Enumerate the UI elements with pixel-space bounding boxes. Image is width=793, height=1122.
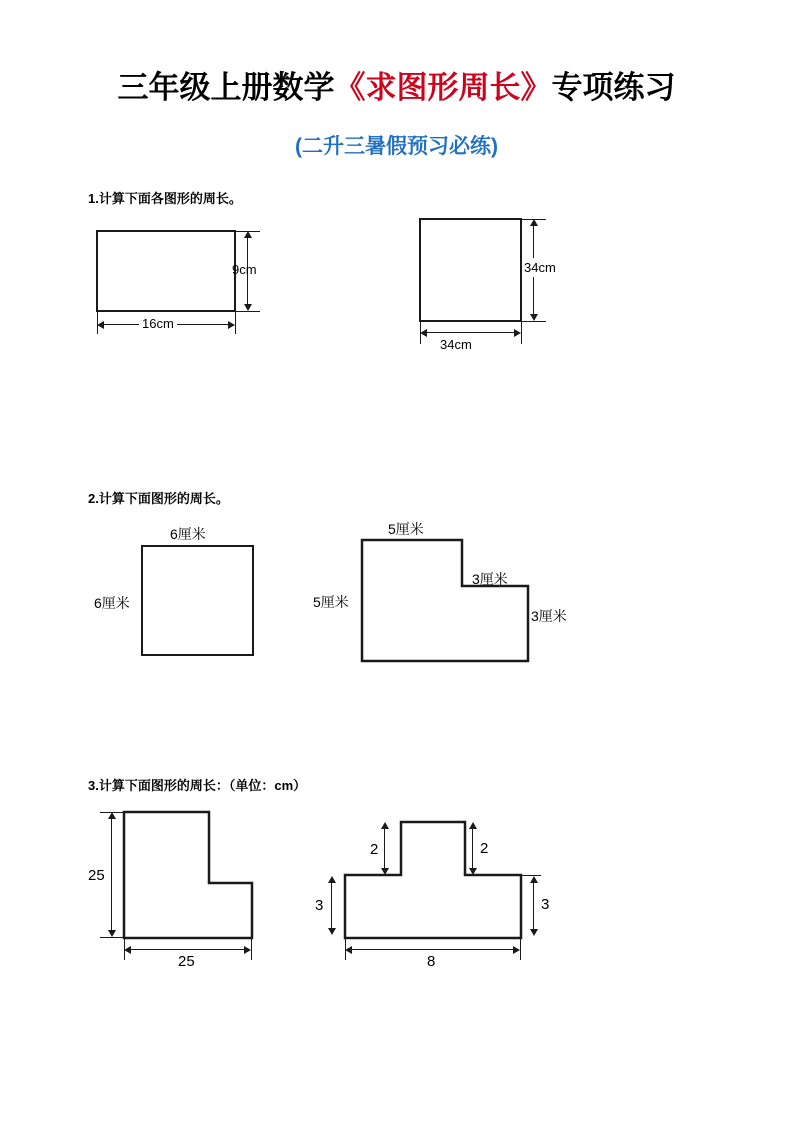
arrow-down-icon xyxy=(108,930,116,937)
dim-tick xyxy=(522,321,546,322)
arrow-right-icon xyxy=(514,329,521,337)
label-step-top-right: 3厘米 xyxy=(472,571,508,587)
label-t-shape-bottom: 8 xyxy=(424,953,438,970)
label-square-height: 34cm xyxy=(524,260,556,275)
question-3-prompt: 3.计算下面图形的周长：（单位：cm） xyxy=(88,778,307,793)
dim-line-vertical xyxy=(384,824,385,873)
dim-line-horizontal xyxy=(347,949,518,950)
question-2-prompt: 2.计算下面图形的周长。 xyxy=(88,491,229,506)
label-rectangle-height: 9cm xyxy=(232,262,257,277)
label-square-width: 34cm xyxy=(440,337,472,352)
dim-tick xyxy=(520,938,521,960)
dim-line-vertical xyxy=(111,814,112,935)
figure-t-shape xyxy=(343,820,523,940)
label-l-shape-bottom: 25 xyxy=(178,953,195,970)
dim-tick xyxy=(100,937,124,938)
figure-l-shape xyxy=(122,810,254,940)
dim-tick xyxy=(251,938,252,960)
page-subtitle: (二升三暑假预习必练) xyxy=(295,135,498,158)
dim-tick xyxy=(236,311,260,312)
page-title-highlight: 《求图形周长》 xyxy=(334,70,552,105)
arrow-down-icon xyxy=(469,868,477,875)
arrow-right-icon xyxy=(228,321,235,329)
label-rectangle-width: 16cm xyxy=(139,316,177,331)
label-square-cn-top: 6厘米 xyxy=(170,526,206,542)
arrow-up-icon xyxy=(108,812,116,819)
arrow-up-icon xyxy=(530,219,538,226)
arrow-right-icon xyxy=(244,946,251,954)
figure-rectangle xyxy=(96,230,236,312)
dim-line-horizontal xyxy=(126,949,249,950)
page-title-part1: 三年级上册数学 xyxy=(117,70,335,105)
label-l-shape-left: 25 xyxy=(88,867,105,884)
page-title xyxy=(0,62,793,107)
arrow-left-icon xyxy=(420,329,427,337)
dim-line-vertical xyxy=(472,824,473,873)
arrow-up-icon xyxy=(244,231,252,238)
label-t-shape-left: 3 xyxy=(315,897,324,914)
arrow-left-icon xyxy=(345,946,352,954)
arrow-down-icon xyxy=(530,929,538,936)
question-1-prompt: 1.计算下面各图形的周长。 xyxy=(88,191,242,206)
arrow-down-icon xyxy=(530,314,538,321)
label-step-left: 5厘米 xyxy=(313,594,349,610)
arrow-left-icon xyxy=(124,946,131,954)
dim-line-horizontal xyxy=(422,332,519,333)
label-step-right: 3厘米 xyxy=(531,608,567,624)
dim-line-vertical xyxy=(331,879,332,933)
label-t-shape-top-right: 2 xyxy=(480,840,489,857)
dim-line-vertical xyxy=(533,878,534,934)
arrow-up-icon xyxy=(381,822,389,829)
figure-square xyxy=(419,218,522,322)
arrow-left-icon xyxy=(97,321,104,329)
label-square-cn-left: 6厘米 xyxy=(94,595,130,611)
arrow-up-icon xyxy=(530,876,538,883)
figure-step-shape xyxy=(360,538,530,663)
arrow-right-icon xyxy=(513,946,520,954)
figure-square-cn xyxy=(141,545,254,656)
label-step-top-left: 5厘米 xyxy=(388,521,424,537)
label-t-shape-top-left: 2 xyxy=(370,841,379,858)
arrow-up-icon xyxy=(469,822,477,829)
arrow-down-icon xyxy=(328,928,336,935)
label-t-shape-right: 3 xyxy=(541,896,550,913)
dim-tick xyxy=(521,322,522,344)
arrow-up-icon xyxy=(328,876,336,883)
dim-tick xyxy=(235,312,236,334)
arrow-down-icon xyxy=(244,304,252,311)
arrow-down-icon xyxy=(381,868,389,875)
page-title-part2: 专项练习 xyxy=(551,70,676,105)
